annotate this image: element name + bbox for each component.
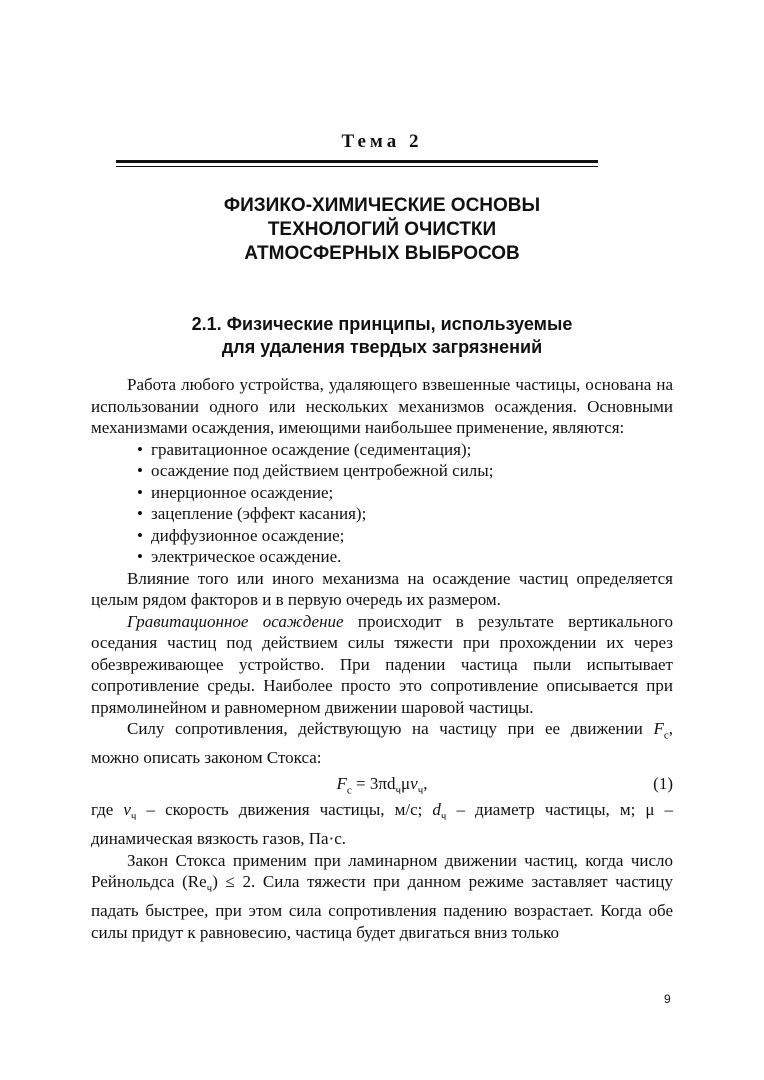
title-rule-thin	[116, 166, 598, 167]
resistance-tail: , можно описать законом Стокса:	[91, 719, 673, 767]
gravity-text: происходит в результате вертикального оседания частиц под действием силы тяжести при прохождении их через обезвреживающее устройство. При падении частица пыли испытывает сопротивление среды. Наиболее просто это сопротивление описывается при прямолинейном и равномерном движении шаровой частицы.	[91, 611, 673, 717]
where-d-sub: ч	[440, 810, 447, 823]
bullet-icon: •	[137, 482, 143, 502]
list-item	[137, 482, 673, 504]
formula-lhs: F	[336, 774, 347, 794]
equation-number: (1)	[653, 774, 673, 794]
title-rule-thick	[116, 160, 598, 163]
intro-paragraph: Работа любого устройства, удаляющего взвешенные частицы, основана на использовании одного или нескольких механизмов осаждения. Основными механизмами осаждения, имеющими наибольшее применение, являются:	[91, 375, 673, 437]
mechanism-list	[91, 439, 673, 568]
where-text-1: где	[91, 800, 124, 820]
list-item	[137, 503, 673, 525]
bullet-icon: •	[137, 461, 143, 480]
bullet-icon: •	[137, 504, 143, 523]
list-item	[137, 439, 673, 461]
gravity-paragraph	[91, 611, 673, 719]
influence-paragraph: Влияние того или иного механизма на осаждение частиц определяется целым рядом факторов и в первую очередь их размером.	[91, 568, 673, 609]
list-item-text: инерционное осаждение;	[151, 482, 334, 502]
where-v: v	[123, 800, 131, 820]
where-v-sub: ч	[130, 810, 137, 823]
formula-mu: μ	[401, 774, 411, 794]
bullet-icon: •	[137, 525, 143, 545]
where-d: d	[432, 800, 441, 820]
resistance-text: Силу сопротивления, действующую на частицу при ее движении	[127, 719, 654, 738]
bullet-icon: •	[137, 439, 143, 459]
where-paragraph	[91, 799, 673, 849]
section-title-line: для удаления твердых загрязнений	[221, 337, 543, 357]
formula-v: v	[410, 774, 418, 794]
stokes-formula	[91, 768, 673, 799]
list-item-text: зацепление (эффект касания);	[151, 504, 367, 523]
list-item-text: электрическое осаждение.	[151, 547, 342, 566]
body-text	[91, 374, 673, 943]
formula-end: ,	[423, 774, 428, 794]
theme-title: Тема 2	[341, 131, 423, 152]
list-item-text: осаждение под действием центробежной силы;	[151, 461, 494, 480]
list-item	[137, 460, 673, 482]
list-item	[137, 525, 673, 547]
force-symbol: F	[653, 719, 664, 738]
page-number: 9	[664, 992, 671, 1006]
formula-rhs: = 3πd	[351, 774, 396, 794]
force-subscript: c	[663, 729, 669, 742]
formula-lhs-sub: c	[346, 784, 352, 797]
chapter-title-line: ФИЗИКО-ХИМИЧЕСКИЕ ОСНОВЫ	[223, 195, 541, 216]
stokes-text-2: ) ≤ 2. Сила тяжести при данном режиме заставляет частицу падать быстрее, при этом сила сопротивления падению возрастает. Когда обе силы придут к равновесию, частица будет двигаться вниз только	[91, 872, 673, 942]
chapter-title	[0, 194, 764, 266]
chapter-title-line: АТМОСФЕРНЫХ ВЫБРОСОВ	[244, 243, 520, 264]
section-title-line: 2.1. Физические принципы, используемые	[191, 314, 573, 334]
chapter-title-line: ТЕХНОЛОГИЙ ОЧИСТКИ	[267, 219, 497, 240]
section-title	[0, 313, 764, 359]
gravity-term: Гравитационное осаждение	[127, 611, 344, 631]
where-text-3: – диаметр частицы, м; μ – динамическая вязкость газов, Па·с.	[91, 800, 674, 849]
resistance-paragraph	[91, 718, 673, 768]
stokes-sub: ч	[206, 882, 213, 895]
where-text-2: – скорость движения частицы, м/с;	[136, 800, 433, 820]
stokes-text-1: Закон Стокса применим при ламинарном движении частиц, когда число Рейнольдса (Re	[91, 850, 673, 892]
stokes-paragraph	[91, 850, 673, 943]
list-item	[137, 546, 673, 568]
formula-v-sub: ч	[417, 784, 424, 797]
list-item-text: диффузионное осаждение;	[151, 525, 345, 545]
formula-expression	[336, 774, 428, 797]
bullet-icon: •	[137, 547, 143, 566]
list-item-text: гравитационное осаждение (седиментация);	[151, 439, 472, 459]
formula-d-sub: ч	[395, 784, 402, 797]
